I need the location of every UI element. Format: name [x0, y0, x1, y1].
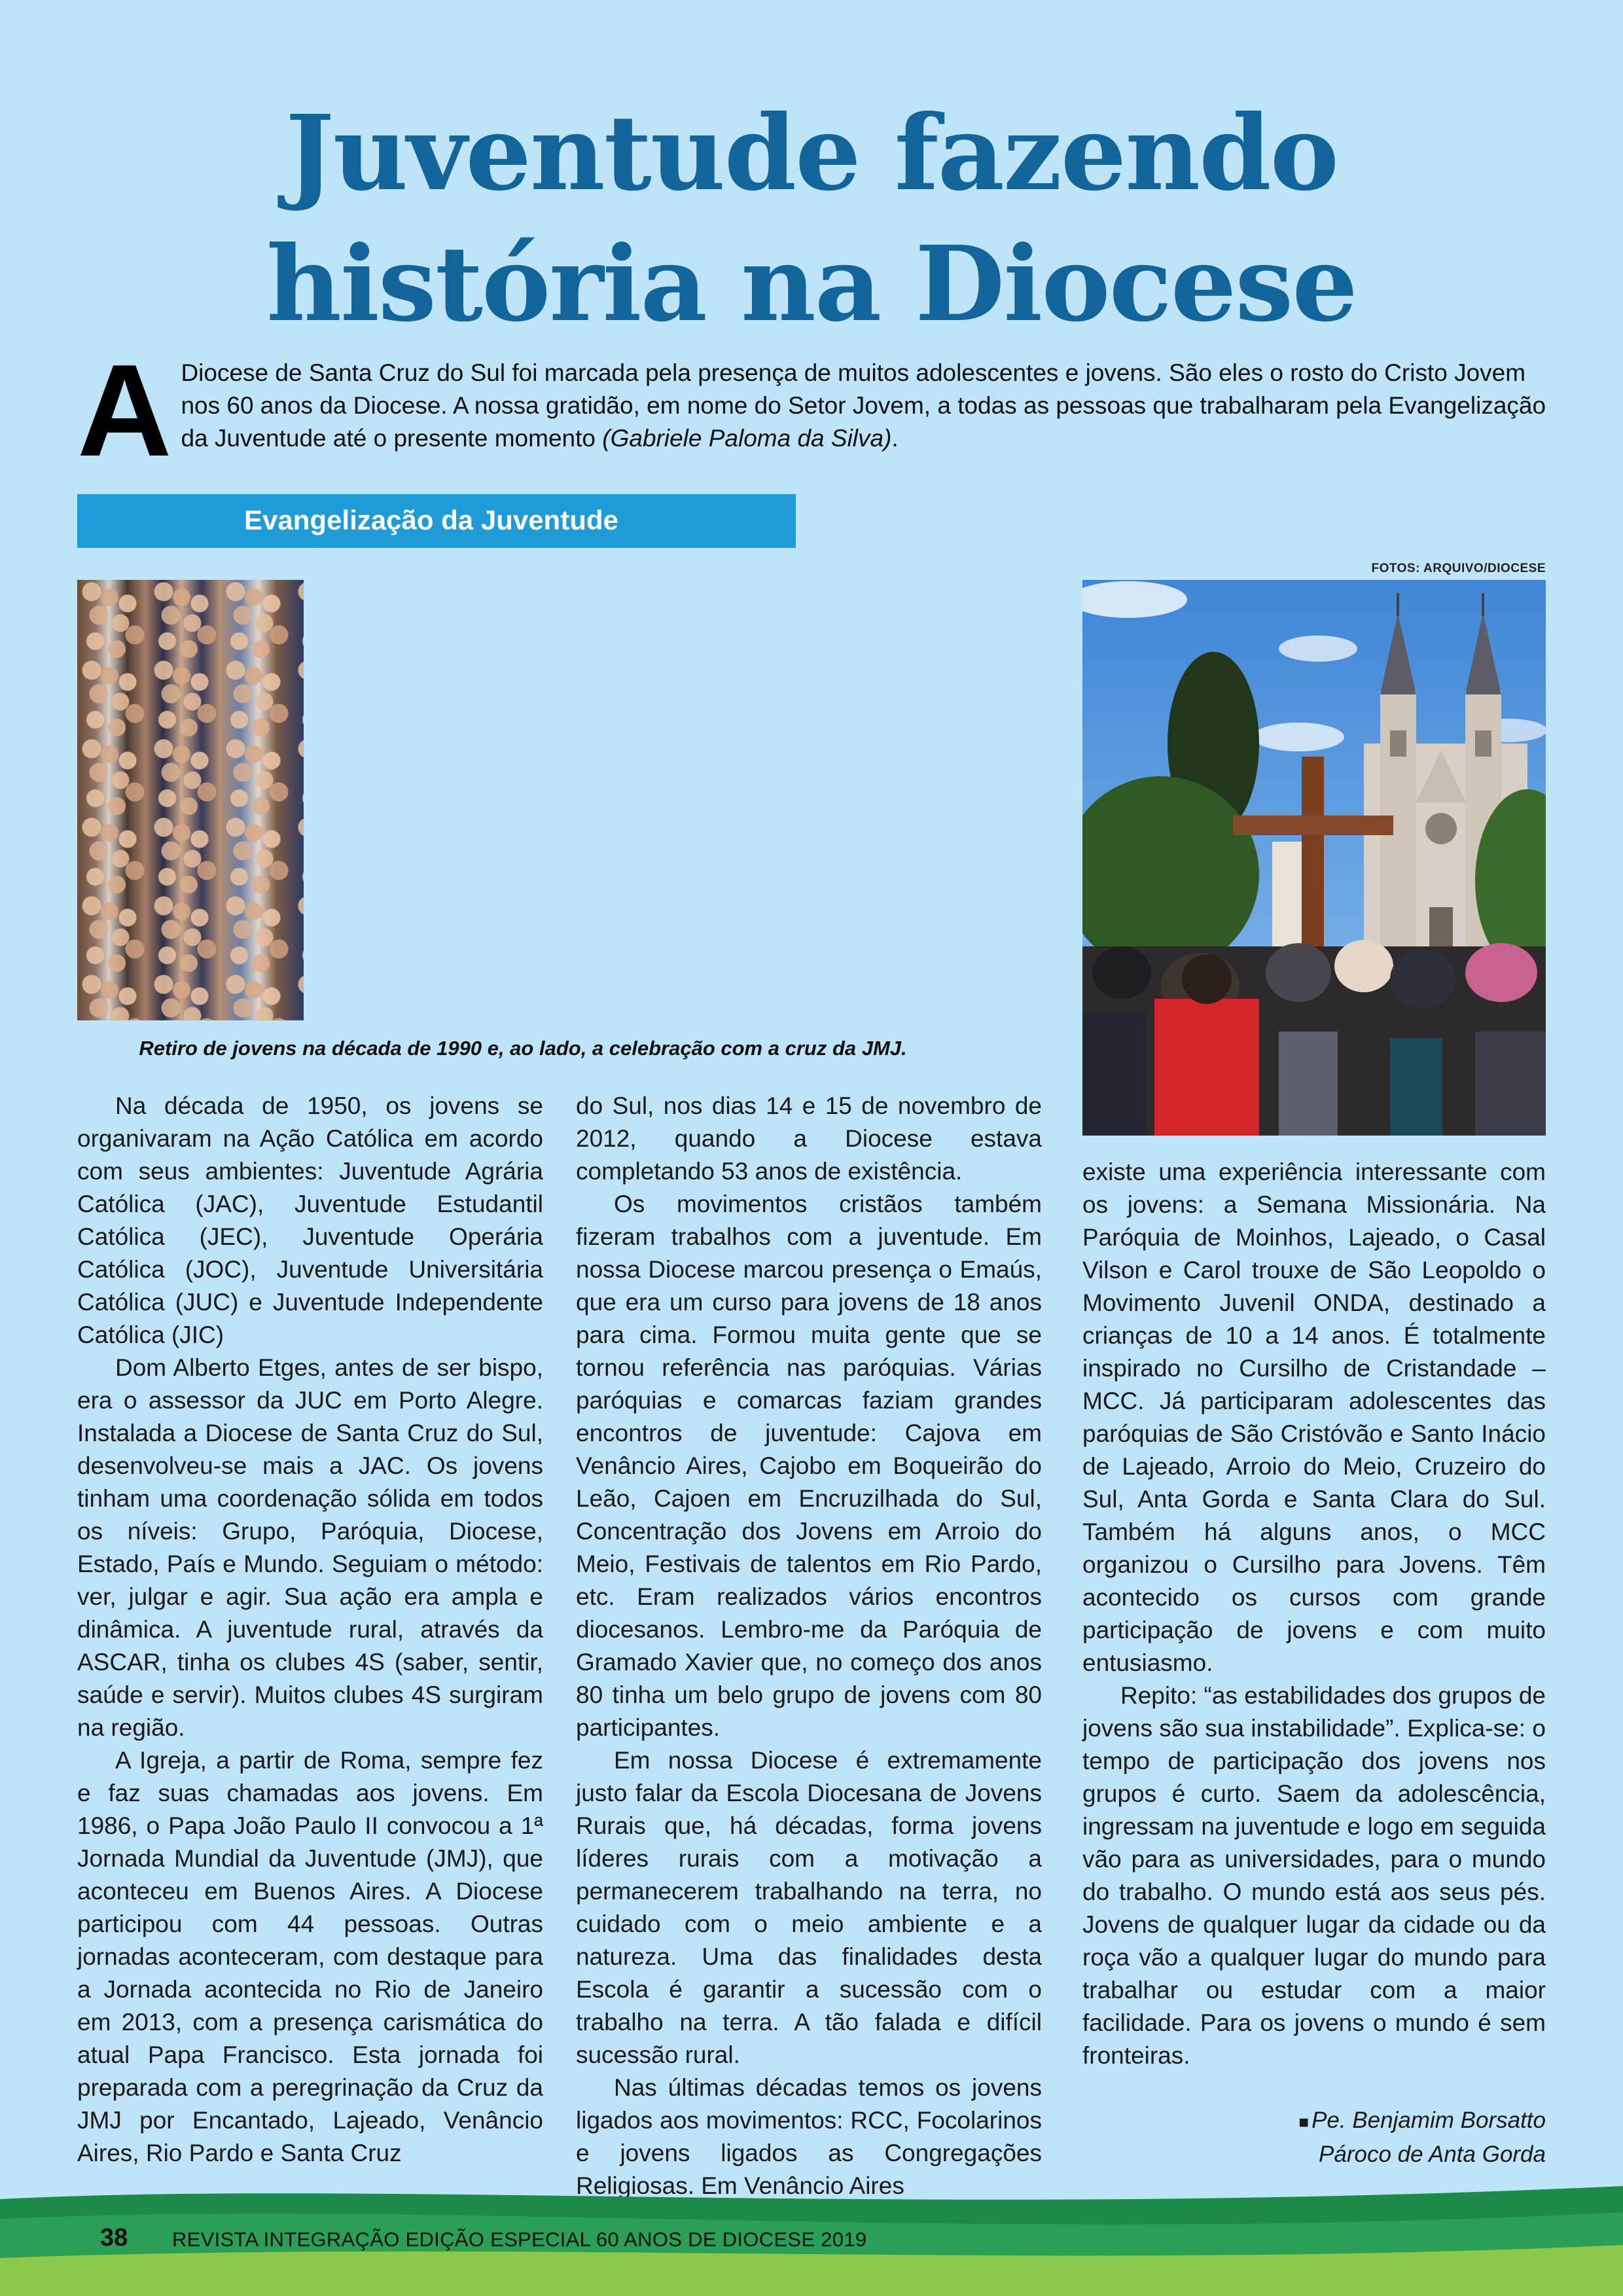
photo-crowd-texture [77, 580, 304, 1020]
intro-paragraph [77, 338, 1547, 484]
square-bullet-icon: ■ [1298, 2112, 1310, 2132]
author-signature [1298, 2104, 1546, 2171]
paragraph: existe uma experiência interessante com os jovens: a Semana Missionária. Na Paróquia de Moinhos, Lajeado, o Casal Vilson e Carol trouxe de São Leopoldo o Movimento Juvenil ONDA, destinado a crianças de 10 a 14 anos. É totalmente inspirado no Cursilho de Cristandade – MCC. Já participaram adolescentes das paróquias de São Cristóvão e Santo Inácio de Lajeado, Arroio do Meio, Cruzeiro do Sul, Anta Gorda e Santa Clara do Sul. Também há alguns anos, o MCC organizou o Cursilho para Jovens. Têm acontecido os cursos com grande participação de jovens e com muito entusiasmo. [1082, 1158, 1546, 1676]
paragraph: Dom Alberto Etges, antes de ser bispo, era o assessor da JUC em Porto Alegre. Instalada a Diocese de Santa Cruz do Sul, desenvolveu-se mais a JAC. Os jovens tinham uma coordenação sólida em todos os níveis: Grupo, Paróquia, Diocese, Estado, País e Mundo. Seguiam o método: ver, julgar e agir. Sua ação era ampla e dinâmica. A juventude rural, através da ASCAR, tinha os clubes 4S (saber, sentir, saúde e servir). Muitos clubes 4S surgiram na região. [77, 1354, 543, 1741]
page-number: 38 [100, 2224, 128, 2251]
author-role: Pároco de Anta Gorda [1319, 2142, 1546, 2167]
drop-cap: A [77, 338, 172, 484]
title-line-2: história na Diocese [266, 224, 1357, 345]
intro-end: . [891, 425, 899, 452]
photo-caption: Retiro de jovens na década de 1990 e, ao lado, a celebração com a cruz da JMJ. [139, 1037, 907, 1060]
paragraph: A Igreja, a partir de Roma, sempre fez e faz suas chamadas aos jovens. Em 1986, o Papa João Paulo II convocou a 1ª Jornada Mundial da Juventude (JMJ), que aconteceu em Buenos Aires. A Diocese participou com 44 pessoas. Outras jornadas aconteceram, com destaque para a Jornada acontecida no Rio de Janeiro em 2013, com a presença carismática do atual Papa Francisco. Esta jornada foi preparada com a peregrinação da Cruz da JMJ por Encantado, Lajeado, Venâncio Aires, Rio Pardo e Santa Cruz [77, 1747, 543, 2166]
article-column-1 [77, 1090, 543, 2170]
page-title [0, 88, 1623, 350]
publication-name: REVISTA INTEGRAÇÃO EDIÇÃO ESPECIAL 60 ANOS DE DIOCESE 2019 [172, 2228, 867, 2251]
title-line-1: Juventude fazendo [285, 93, 1338, 214]
paragraph: Os movimentos cristãos também fizeram trabalhos com a juventude. Em nossa Diocese marcou presença o Emaús, que era um curso para jovens de 18 anos para cima. Formou muita gente que se tornou referência nas paróquias. Várias paróquias e comarcas faziam grandes encontros de juventude: Cajova em Venâncio Aires, Cajobo em Boqueirão do Leão, Cajoen em Encruzilhada do Sul, Concentração dos Jovens em Arroio do Meio, Festivais de talentos em Rio Pardo, etc. Eram realizados vários encontros diocesanos. Lembro-me da Paróquia de Gramado Xavier que, no começo dos anos 80 tinha um belo grupo de jovens com 80 participantes. [576, 1191, 1042, 1741]
paragraph: Repito: “as estabilidades dos grupos de jovens são sua instabilidade”. Explica-se: o tempo de participação dos jovens nos grupos é curto. Saem da adolescência, ingressam na juventude e logo em seguida vão para as universidades, para o mundo do trabalho. O mundo está aos seus pés. Jovens de qualquer lugar da cidade ou da roça vão a qualquer lugar do mundo para trabalhar ou estudar com a maior facilidade. Para os jovens o mundo é sem fronteiras. [1082, 1682, 1546, 2069]
author-name: Pe. Benjamim Borsatto [1311, 2108, 1546, 2133]
youth-retreat-photo [77, 580, 304, 1020]
section-header-bar [77, 494, 796, 548]
intro-text: Diocese de Santa Cruz do Sul foi marcada pela presença de muitos adolescentes e jovens. São eles o rosto do Cristo Jovem nos 60 anos da Diocese. A nossa gratidão, em nome do Setor Jovem, a todas as pessoas que trabalharam pela Evangelização da Juventude até o presente momento [181, 359, 1546, 452]
paragraph: do Sul, nos dias 14 e 15 de novembro de 2012, quando a Diocese estava completando 53 anos de existência. [576, 1092, 1042, 1185]
paragraph: Em nossa Diocese é extremamente justo falar da Escola Diocesana de Jovens Rurais que, há décadas, forma jovens líderes rurais com a motivação a permanecerem trabalhando na terra, no cuidado com o meio ambiente e a natureza. Uma das finalidades desta Escola é garantir a sucessão com o trabalho na terra. A tão falada e difícil sucessão rural. [576, 1747, 1042, 2068]
cathedral-cross-illustration [1082, 580, 1546, 1136]
article-column-3 [1082, 1156, 1546, 2072]
intro-author: (Gabriele Paloma da Silva) [602, 425, 892, 452]
section-label: Evangelização da Juventude [244, 505, 618, 535]
article-column-2 [576, 1090, 1042, 2202]
jmj-cross-photo [1082, 580, 1546, 1136]
paragraph: Na década de 1950, os jovens se organivaram na Ação Católica em acordo com seus ambientes: Juventude Agrária Católica (JAC), Juventude Estudantil Católica (JEC), Juventude Operária Católica (JOC), Juventude Universitária Católica (JUC) e Juventude Independente Católica (JIC) [77, 1092, 543, 1348]
photo-credit: FOTOS: ARQUIVO/DIOCESE [1371, 562, 1546, 575]
paragraph: Nas últimas décadas temos os jovens ligados aos movimentos: RCC, Focolarinos e jovens ligados as Congregações Religiosas. Em Venâncio Aires [576, 2074, 1042, 2199]
